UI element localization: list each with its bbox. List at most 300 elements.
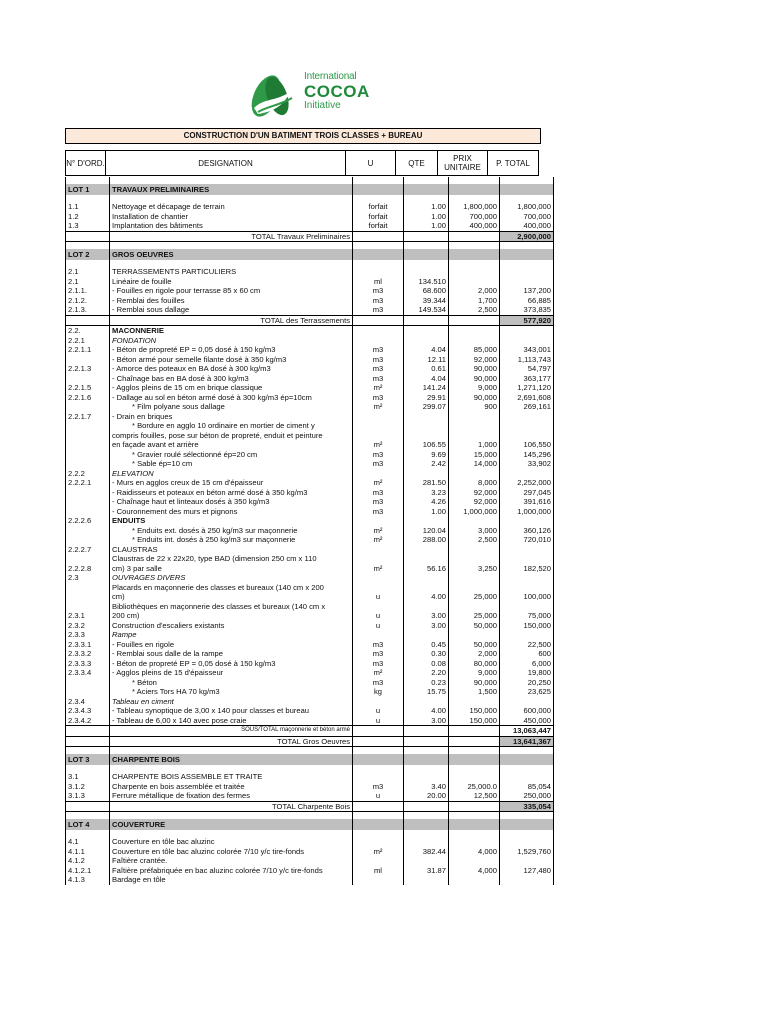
item-total-price (500, 431, 554, 441)
item-unit: m3 (353, 364, 404, 374)
item-designation: Claustras de 22 x 22x20, type BAD (dimension 250 cm x 110 (110, 554, 353, 564)
empty-cell (66, 242, 110, 250)
item-unit: m3 (353, 374, 404, 384)
item-quantity (404, 772, 449, 782)
empty-cell (404, 231, 449, 242)
item-total-price: 106,550 (500, 440, 554, 450)
table-row (66, 497, 554, 507)
empty-cell (449, 801, 500, 812)
table-row (66, 649, 554, 659)
empty-cell (449, 736, 500, 747)
item-quantity (404, 336, 449, 346)
item-unit (353, 267, 404, 277)
item-quantity (404, 421, 449, 431)
item-unit: m² (353, 440, 404, 450)
item-total-price (500, 630, 554, 640)
table-row (66, 564, 554, 574)
item-designation: * Bordure en agglo 10 ordinaire en mortier de ciment y (110, 421, 353, 431)
item-total-price: 100,000 (500, 592, 554, 602)
item-number: 2.3.4 (66, 697, 110, 707)
item-quantity: 1.00 (404, 221, 449, 231)
item-total-price: 720,010 (500, 535, 554, 545)
table-row (66, 383, 554, 393)
item-unit-price: 1,700 (449, 296, 500, 306)
item-total-price: 700,000 (500, 212, 554, 222)
table-row (66, 640, 554, 650)
empty-cell (110, 242, 353, 250)
item-unit-price: 150,000 (449, 716, 500, 726)
item-unit-price: 3,000 (449, 526, 500, 536)
spacer-row (66, 260, 554, 267)
item-total-price (500, 856, 554, 866)
table-row (66, 659, 554, 669)
table-row (66, 440, 554, 450)
item-total-price (500, 772, 554, 782)
item-unit (353, 772, 404, 782)
table-row (66, 221, 554, 231)
item-quantity: 1.00 (404, 212, 449, 222)
header-ord: N° D'ORD. (66, 151, 106, 175)
cocoa-pod-logo-icon (244, 72, 300, 122)
empty-cell (353, 830, 404, 837)
item-designation: - Chaînage haut et linteaux dosés à 350 kg/m3 (110, 497, 353, 507)
item-quantity: 0.45 (404, 640, 449, 650)
item-unit-price: 50,000 (449, 640, 500, 650)
item-number: 1.2 (66, 212, 110, 222)
item-unit (353, 583, 404, 593)
item-quantity: 3.23 (404, 488, 449, 498)
item-number: 2.2.1.6 (66, 393, 110, 403)
lot-number: LOT 3 (66, 754, 110, 765)
spacer-row (66, 195, 554, 202)
empty-cell (110, 260, 353, 267)
item-number (66, 459, 110, 469)
item-unit: m² (353, 526, 404, 536)
item-number: 2.2. (66, 326, 110, 336)
item-quantity: 2.20 (404, 668, 449, 678)
item-quantity: 141.24 (404, 383, 449, 393)
empty-cell (353, 184, 404, 195)
empty-cell (66, 315, 110, 326)
empty-cell (449, 315, 500, 326)
item-unit: m3 (353, 393, 404, 403)
item-number: 2.3.3.4 (66, 668, 110, 678)
empty-cell (66, 736, 110, 747)
item-unit (353, 875, 404, 885)
item-unit: ml (353, 277, 404, 287)
empty-cell (500, 177, 554, 184)
item-total-price (500, 837, 554, 847)
item-unit-price (449, 554, 500, 564)
item-number: 2.3.3 (66, 630, 110, 640)
item-number: 3.1 (66, 772, 110, 782)
empty-cell (353, 177, 404, 184)
item-number (66, 678, 110, 688)
table-row (66, 459, 554, 469)
empty-cell (404, 177, 449, 184)
empty-cell (449, 260, 500, 267)
item-number (66, 687, 110, 697)
item-designation: * Béton (110, 678, 353, 688)
item-quantity: 31.87 (404, 866, 449, 876)
empty-cell (449, 747, 500, 755)
item-quantity: 288.00 (404, 535, 449, 545)
empty-cell (449, 812, 500, 820)
item-number: 2.1 (66, 267, 110, 277)
item-unit-price: 15,000 (449, 450, 500, 460)
item-number: 4.1.3 (66, 875, 110, 885)
item-unit (353, 573, 404, 583)
item-total-price: 19,800 (500, 668, 554, 678)
table-row (66, 450, 554, 460)
empty-cell (449, 242, 500, 250)
table-row (66, 611, 554, 621)
item-designation: ENDUITS (110, 516, 353, 526)
spacer-row (66, 747, 554, 755)
item-unit-price (449, 602, 500, 612)
item-unit-price (449, 583, 500, 593)
item-designation: - Béton de propreté EP = 0,05 dosé à 150 kg/m3 (110, 345, 353, 355)
item-number: 4.1.2 (66, 856, 110, 866)
header-designation: DESIGNATION (106, 151, 346, 175)
item-unit-price (449, 630, 500, 640)
item-unit: m² (353, 535, 404, 545)
item-designation: - Remblai des fouilles (110, 296, 353, 306)
spacer-row (66, 177, 554, 184)
item-total-price: 1,271,120 (500, 383, 554, 393)
item-unit: forfait (353, 221, 404, 231)
item-number (66, 440, 110, 450)
item-number: 2.3.1 (66, 611, 110, 621)
item-unit-price: 150,000 (449, 706, 500, 716)
table-row (66, 630, 554, 640)
item-unit (353, 630, 404, 640)
total-value: 335,054 (500, 801, 554, 812)
item-unit-price: 25,000 (449, 592, 500, 602)
table-row (66, 469, 554, 479)
empty-cell (404, 726, 449, 737)
item-unit-price (449, 267, 500, 277)
item-quantity: 0.23 (404, 678, 449, 688)
table-row (66, 336, 554, 346)
item-unit-price: 92,000 (449, 497, 500, 507)
logo-line-1: International (304, 71, 357, 82)
item-quantity: 106.55 (404, 440, 449, 450)
item-unit: m3 (353, 507, 404, 517)
item-unit (353, 554, 404, 564)
empty-cell (66, 726, 110, 737)
item-designation: Installation de chantier (110, 212, 353, 222)
empty-cell (449, 830, 500, 837)
item-quantity: 149.534 (404, 305, 449, 315)
empty-cell (353, 315, 404, 326)
item-number: 2.1 (66, 277, 110, 287)
item-unit-price (449, 856, 500, 866)
item-number: 2.3 (66, 573, 110, 583)
item-total-price (500, 602, 554, 612)
item-designation: Placards en maçonnerie des classes et bureaux (140 cm x 200 (110, 583, 353, 593)
item-unit (353, 856, 404, 866)
item-quantity (404, 267, 449, 277)
table-row (66, 602, 554, 612)
table-row (66, 374, 554, 384)
item-unit: m² (353, 564, 404, 574)
empty-cell (500, 830, 554, 837)
item-number: 2.3.2 (66, 621, 110, 631)
table-row (66, 716, 554, 726)
item-unit-price: 12,500 (449, 791, 500, 801)
item-quantity (404, 573, 449, 583)
item-designation: - Drain en briques (110, 412, 353, 422)
item-designation: cm) (110, 592, 353, 602)
item-total-price: 363,177 (500, 374, 554, 384)
empty-cell (66, 177, 110, 184)
item-total-price (500, 697, 554, 707)
spacer-row (66, 242, 554, 250)
item-total-price: 600 (500, 649, 554, 659)
item-unit-price: 400,000 (449, 221, 500, 231)
header-qte: QTE (396, 151, 438, 175)
item-unit-price: 3,250 (449, 564, 500, 574)
item-unit: forfait (353, 202, 404, 212)
item-unit: m3 (353, 355, 404, 365)
empty-cell (449, 754, 500, 765)
item-number (66, 421, 110, 431)
item-number (66, 355, 110, 365)
item-total-price (500, 573, 554, 583)
item-total-price: 54,797 (500, 364, 554, 374)
item-unit: m3 (353, 782, 404, 792)
item-total-price: 33,902 (500, 459, 554, 469)
item-quantity (404, 602, 449, 612)
empty-cell (500, 184, 554, 195)
item-designation: * Gravier roulé sélectionné ép=20 cm (110, 450, 353, 460)
item-number (66, 602, 110, 612)
item-quantity (404, 856, 449, 866)
item-total-price: 182,520 (500, 564, 554, 574)
item-unit (353, 837, 404, 847)
item-designation: CHARPENTE BOIS ASSEMBLE ET TRAITE (110, 772, 353, 782)
total-value: 577,920 (500, 315, 554, 326)
item-designation: FONDATION (110, 336, 353, 346)
item-designation: 200 cm) (110, 611, 353, 621)
item-unit: m3 (353, 450, 404, 460)
item-quantity: 382.44 (404, 847, 449, 857)
item-quantity: 0.30 (404, 649, 449, 659)
item-quantity: 0.61 (404, 364, 449, 374)
item-number: 1.3 (66, 221, 110, 231)
item-unit-price: 25,000.0 (449, 782, 500, 792)
empty-cell (353, 801, 404, 812)
empty-cell (449, 184, 500, 195)
table-row (66, 545, 554, 555)
item-designation: * Enduits ext. dosés à 250 kg/m3 sur maçonnerie (110, 526, 353, 536)
item-unit-price: 90,000 (449, 393, 500, 403)
empty-cell (404, 812, 449, 820)
empty-cell (353, 249, 404, 260)
item-unit-price: 92,000 (449, 488, 500, 498)
item-quantity: 9.69 (404, 450, 449, 460)
item-designation: - Raidisseurs et poteaux en béton armé dosé à 350 kg/m3 (110, 488, 353, 498)
item-unit-price (449, 277, 500, 287)
item-unit-price (449, 875, 500, 885)
table-row (66, 526, 554, 536)
item-number: 2.2.1 (66, 336, 110, 346)
item-total-price: 85,054 (500, 782, 554, 792)
item-designation: * Enduits int. dosés à 250 kg/m3 sur maçonnerie (110, 535, 353, 545)
item-total-price: 1,529,760 (500, 847, 554, 857)
table-header (65, 150, 539, 176)
lot-header-row (66, 819, 554, 830)
item-designation: Linéaire de fouille (110, 277, 353, 287)
total-value: 2,900,000 (500, 231, 554, 242)
empty-cell (353, 242, 404, 250)
table-row (66, 478, 554, 488)
total-row (66, 736, 554, 747)
item-quantity: 4.04 (404, 345, 449, 355)
item-designation: - Tableau de 6,00 x 140 avec pose craie (110, 716, 353, 726)
empty-cell (500, 812, 554, 820)
empty-cell (404, 765, 449, 772)
empty-cell (404, 819, 449, 830)
item-number (66, 450, 110, 460)
item-total-price: 145,296 (500, 450, 554, 460)
item-unit: u (353, 706, 404, 716)
item-unit-price: 80,000 (449, 659, 500, 669)
item-unit: u (353, 592, 404, 602)
empty-cell (353, 812, 404, 820)
item-number (66, 497, 110, 507)
empty-cell (404, 830, 449, 837)
table-row (66, 421, 554, 431)
item-unit (353, 469, 404, 479)
subtotal-label: SOUS/TOTAL maçonnerie et béton armé (110, 726, 353, 737)
item-designation: - Dallage au sol en béton armé dosé à 300 kg/m3 ép=10cm (110, 393, 353, 403)
empty-cell (500, 195, 554, 202)
item-total-price: 2,691,608 (500, 393, 554, 403)
item-unit-price: 1,500 (449, 687, 500, 697)
item-designation: Bardage en tôle (110, 875, 353, 885)
item-unit-price: 14,000 (449, 459, 500, 469)
item-quantity: 134.510 (404, 277, 449, 287)
item-designation: - Amorce des poteaux en BA dosé à 300 kg/m3 (110, 364, 353, 374)
item-unit-price: 90,000 (449, 374, 500, 384)
item-designation: Ferrure métallique de fixation des fermes (110, 791, 353, 801)
item-quantity (404, 516, 449, 526)
item-unit-price: 4,000 (449, 847, 500, 857)
item-total-price (500, 267, 554, 277)
total-label: TOTAL des Terrassements (110, 315, 353, 326)
header-unit: U (346, 151, 396, 175)
item-designation: CLAUSTRAS (110, 545, 353, 555)
lot-header-row (66, 184, 554, 195)
item-number: 2.1.1. (66, 286, 110, 296)
table-row (66, 782, 554, 792)
table-row (66, 847, 554, 857)
table-row (66, 488, 554, 498)
item-unit: kg (353, 687, 404, 697)
empty-cell (353, 231, 404, 242)
item-unit-price (449, 573, 500, 583)
spacer-row (66, 830, 554, 837)
document-title: CONSTRUCTION D'UN BATIMENT TROIS CLASSES + BUREAU (65, 128, 541, 144)
empty-cell (449, 249, 500, 260)
empty-cell (66, 260, 110, 267)
item-number (66, 583, 110, 593)
table-row (66, 345, 554, 355)
item-unit (353, 602, 404, 612)
item-total-price: 75,000 (500, 611, 554, 621)
item-unit-price (449, 421, 500, 431)
total-row (66, 231, 554, 242)
item-number: 4.1.2.1 (66, 866, 110, 876)
empty-cell (66, 231, 110, 242)
item-number: 2.2.1.5 (66, 383, 110, 393)
item-unit-price: 1,800,000 (449, 202, 500, 212)
empty-cell (500, 819, 554, 830)
item-number: 4.1 (66, 837, 110, 847)
empty-cell (449, 726, 500, 737)
table-row (66, 305, 554, 315)
item-unit (353, 412, 404, 422)
item-designation: Faîtière préfabriquée en bac aluzinc colorée 7/10 y/c tire-fonds (110, 866, 353, 876)
empty-cell (353, 260, 404, 267)
item-unit (353, 431, 404, 441)
table-row (66, 326, 554, 336)
item-number: 2.2.2.7 (66, 545, 110, 555)
item-unit: m3 (353, 286, 404, 296)
table-row (66, 355, 554, 365)
table-row (66, 212, 554, 222)
item-unit: m3 (353, 459, 404, 469)
item-unit: m3 (353, 678, 404, 688)
item-number (66, 488, 110, 498)
spacer-row (66, 812, 554, 820)
header-total: P. TOTAL (496, 158, 530, 168)
item-unit-price: 2,000 (449, 649, 500, 659)
item-total-price (500, 412, 554, 422)
empty-cell (110, 747, 353, 755)
item-unit: ml (353, 866, 404, 876)
empty-cell (110, 195, 353, 202)
lot-title: COUVERTURE (110, 819, 353, 830)
subtotal-value: 13,063,447 (500, 726, 554, 737)
item-total-price: 23,625 (500, 687, 554, 697)
item-number (66, 592, 110, 602)
table-row (66, 697, 554, 707)
item-designation: cm) 3 par salle (110, 564, 353, 574)
item-unit: m3 (353, 296, 404, 306)
item-total-price: 150,000 (500, 621, 554, 631)
item-unit-price: 9,000 (449, 383, 500, 393)
item-quantity: 299.07 (404, 402, 449, 412)
item-quantity: 4.00 (404, 592, 449, 602)
item-total-price: 343,001 (500, 345, 554, 355)
empty-cell (404, 315, 449, 326)
item-designation: - Couronnement des murs et pignons (110, 507, 353, 517)
total-row (66, 315, 554, 326)
item-unit-price: 50,000 (449, 621, 500, 631)
item-unit-price (449, 431, 500, 441)
table-row (66, 621, 554, 631)
item-designation: - Chaînage bas en BA dosé à 300 kg/m3 (110, 374, 353, 384)
item-number: 2.2.1.7 (66, 412, 110, 422)
empty-cell (110, 177, 353, 184)
empty-cell (353, 754, 404, 765)
lot-number: LOT 4 (66, 819, 110, 830)
item-unit-price: 2,500 (449, 535, 500, 545)
item-total-price: 600,000 (500, 706, 554, 716)
